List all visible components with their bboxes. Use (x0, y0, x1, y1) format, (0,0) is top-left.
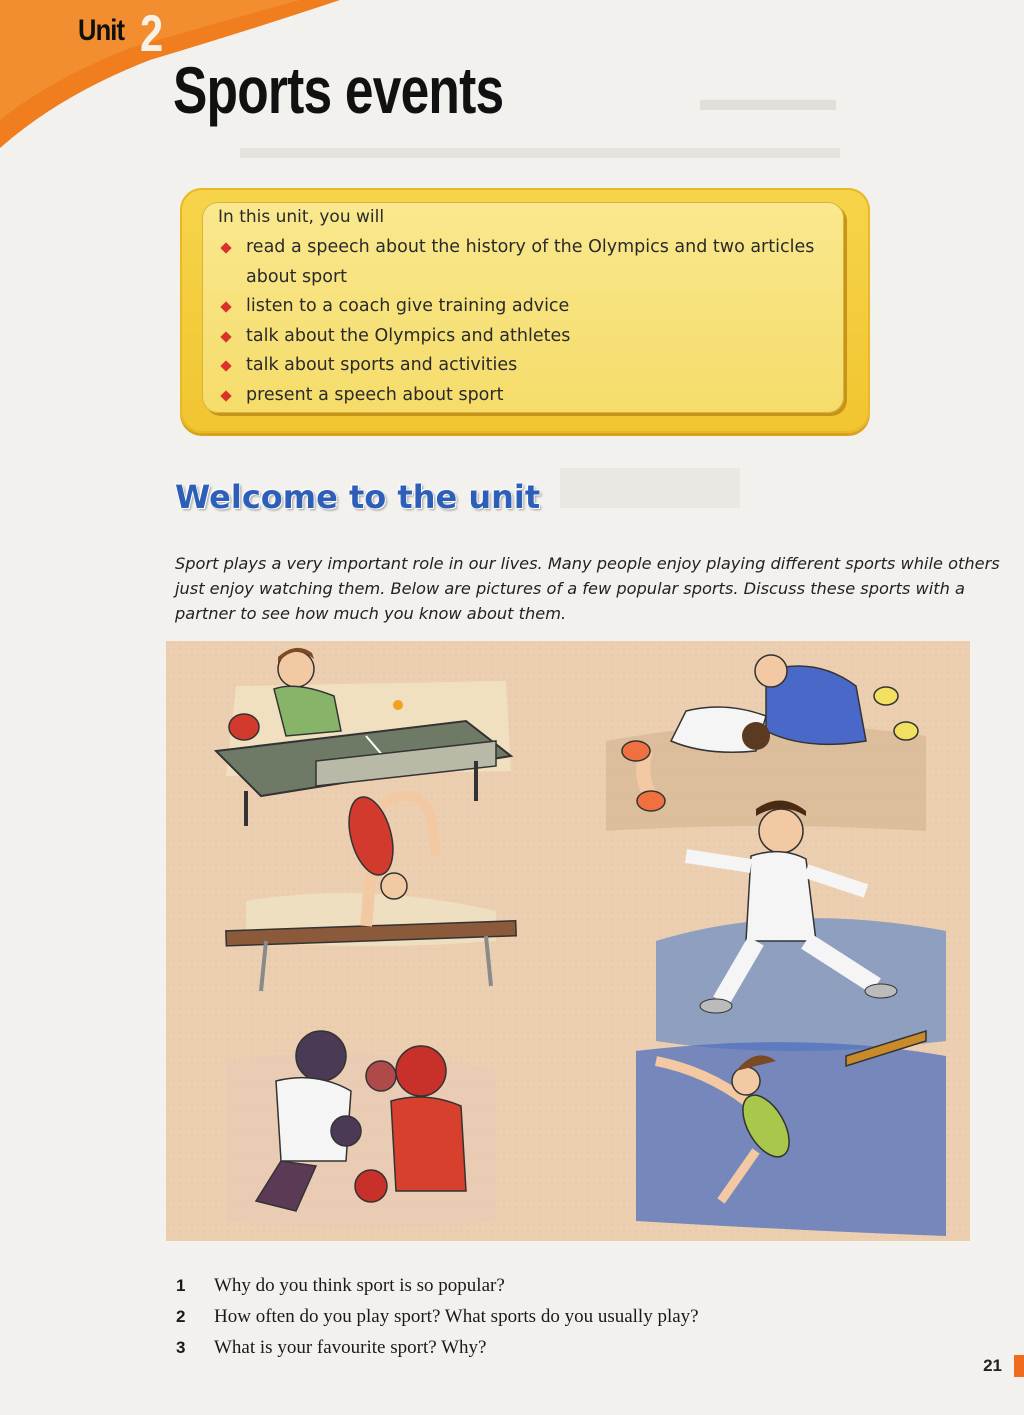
objectives-panel (202, 202, 844, 413)
show-through-title (560, 468, 740, 508)
show-through-line (240, 148, 840, 158)
diamond-bullet-icon (220, 331, 231, 342)
objective-item (218, 381, 838, 411)
unit-label: Unit (78, 14, 125, 47)
objective-text: read a speech about the history of the Olympics and two articles about sport (246, 237, 815, 287)
diving-picture (636, 1031, 946, 1236)
unit-number: 2 (140, 5, 164, 63)
sports-illustration (166, 641, 970, 1241)
diamond-bullet-icon (220, 360, 231, 371)
objectives-box (180, 188, 870, 433)
intro-paragraph: Sport plays a very important role in our lives. Many people enjoy playing different sports while others just enjoy watching them. Below are pictures of a few popular sports. Discuss these sports with a partner to see how much you know about them. (175, 554, 1000, 623)
objective-item (218, 292, 838, 322)
page-tab-marker (1014, 1355, 1024, 1377)
objective-text: talk about sports and activities (246, 355, 518, 375)
diamond-bullet-icon (220, 301, 231, 312)
section-heading: Welcome to the unit (175, 478, 541, 516)
diamond-bullet-icon (220, 390, 231, 401)
objective-text: talk about the Olympics and athletes (246, 325, 571, 346)
objectives-list (218, 233, 838, 410)
objective-text: listen to a coach give training advice (246, 296, 570, 316)
diamond-bullet-icon (220, 242, 231, 253)
objective-item (218, 351, 838, 381)
question-number: 2 (176, 1307, 186, 1326)
show-through-heading: ▬▬▬▬ (700, 80, 836, 118)
objective-item (218, 322, 838, 352)
objectives-intro: In this unit, you will (218, 207, 385, 227)
question-number: 3 (176, 1338, 186, 1357)
question-text: How often do you play sport? What sports do you usually play? (214, 1306, 699, 1327)
unit-title: Sports events (173, 53, 504, 127)
objective-item (218, 233, 838, 292)
question-text: Why do you think sport is so popular? (214, 1275, 505, 1296)
page-number: 21 (983, 1356, 1002, 1375)
question-text: What is your favourite sport? Why? (214, 1337, 487, 1358)
objective-text: present a speech about sport (246, 384, 504, 405)
question-number: 1 (176, 1276, 186, 1295)
